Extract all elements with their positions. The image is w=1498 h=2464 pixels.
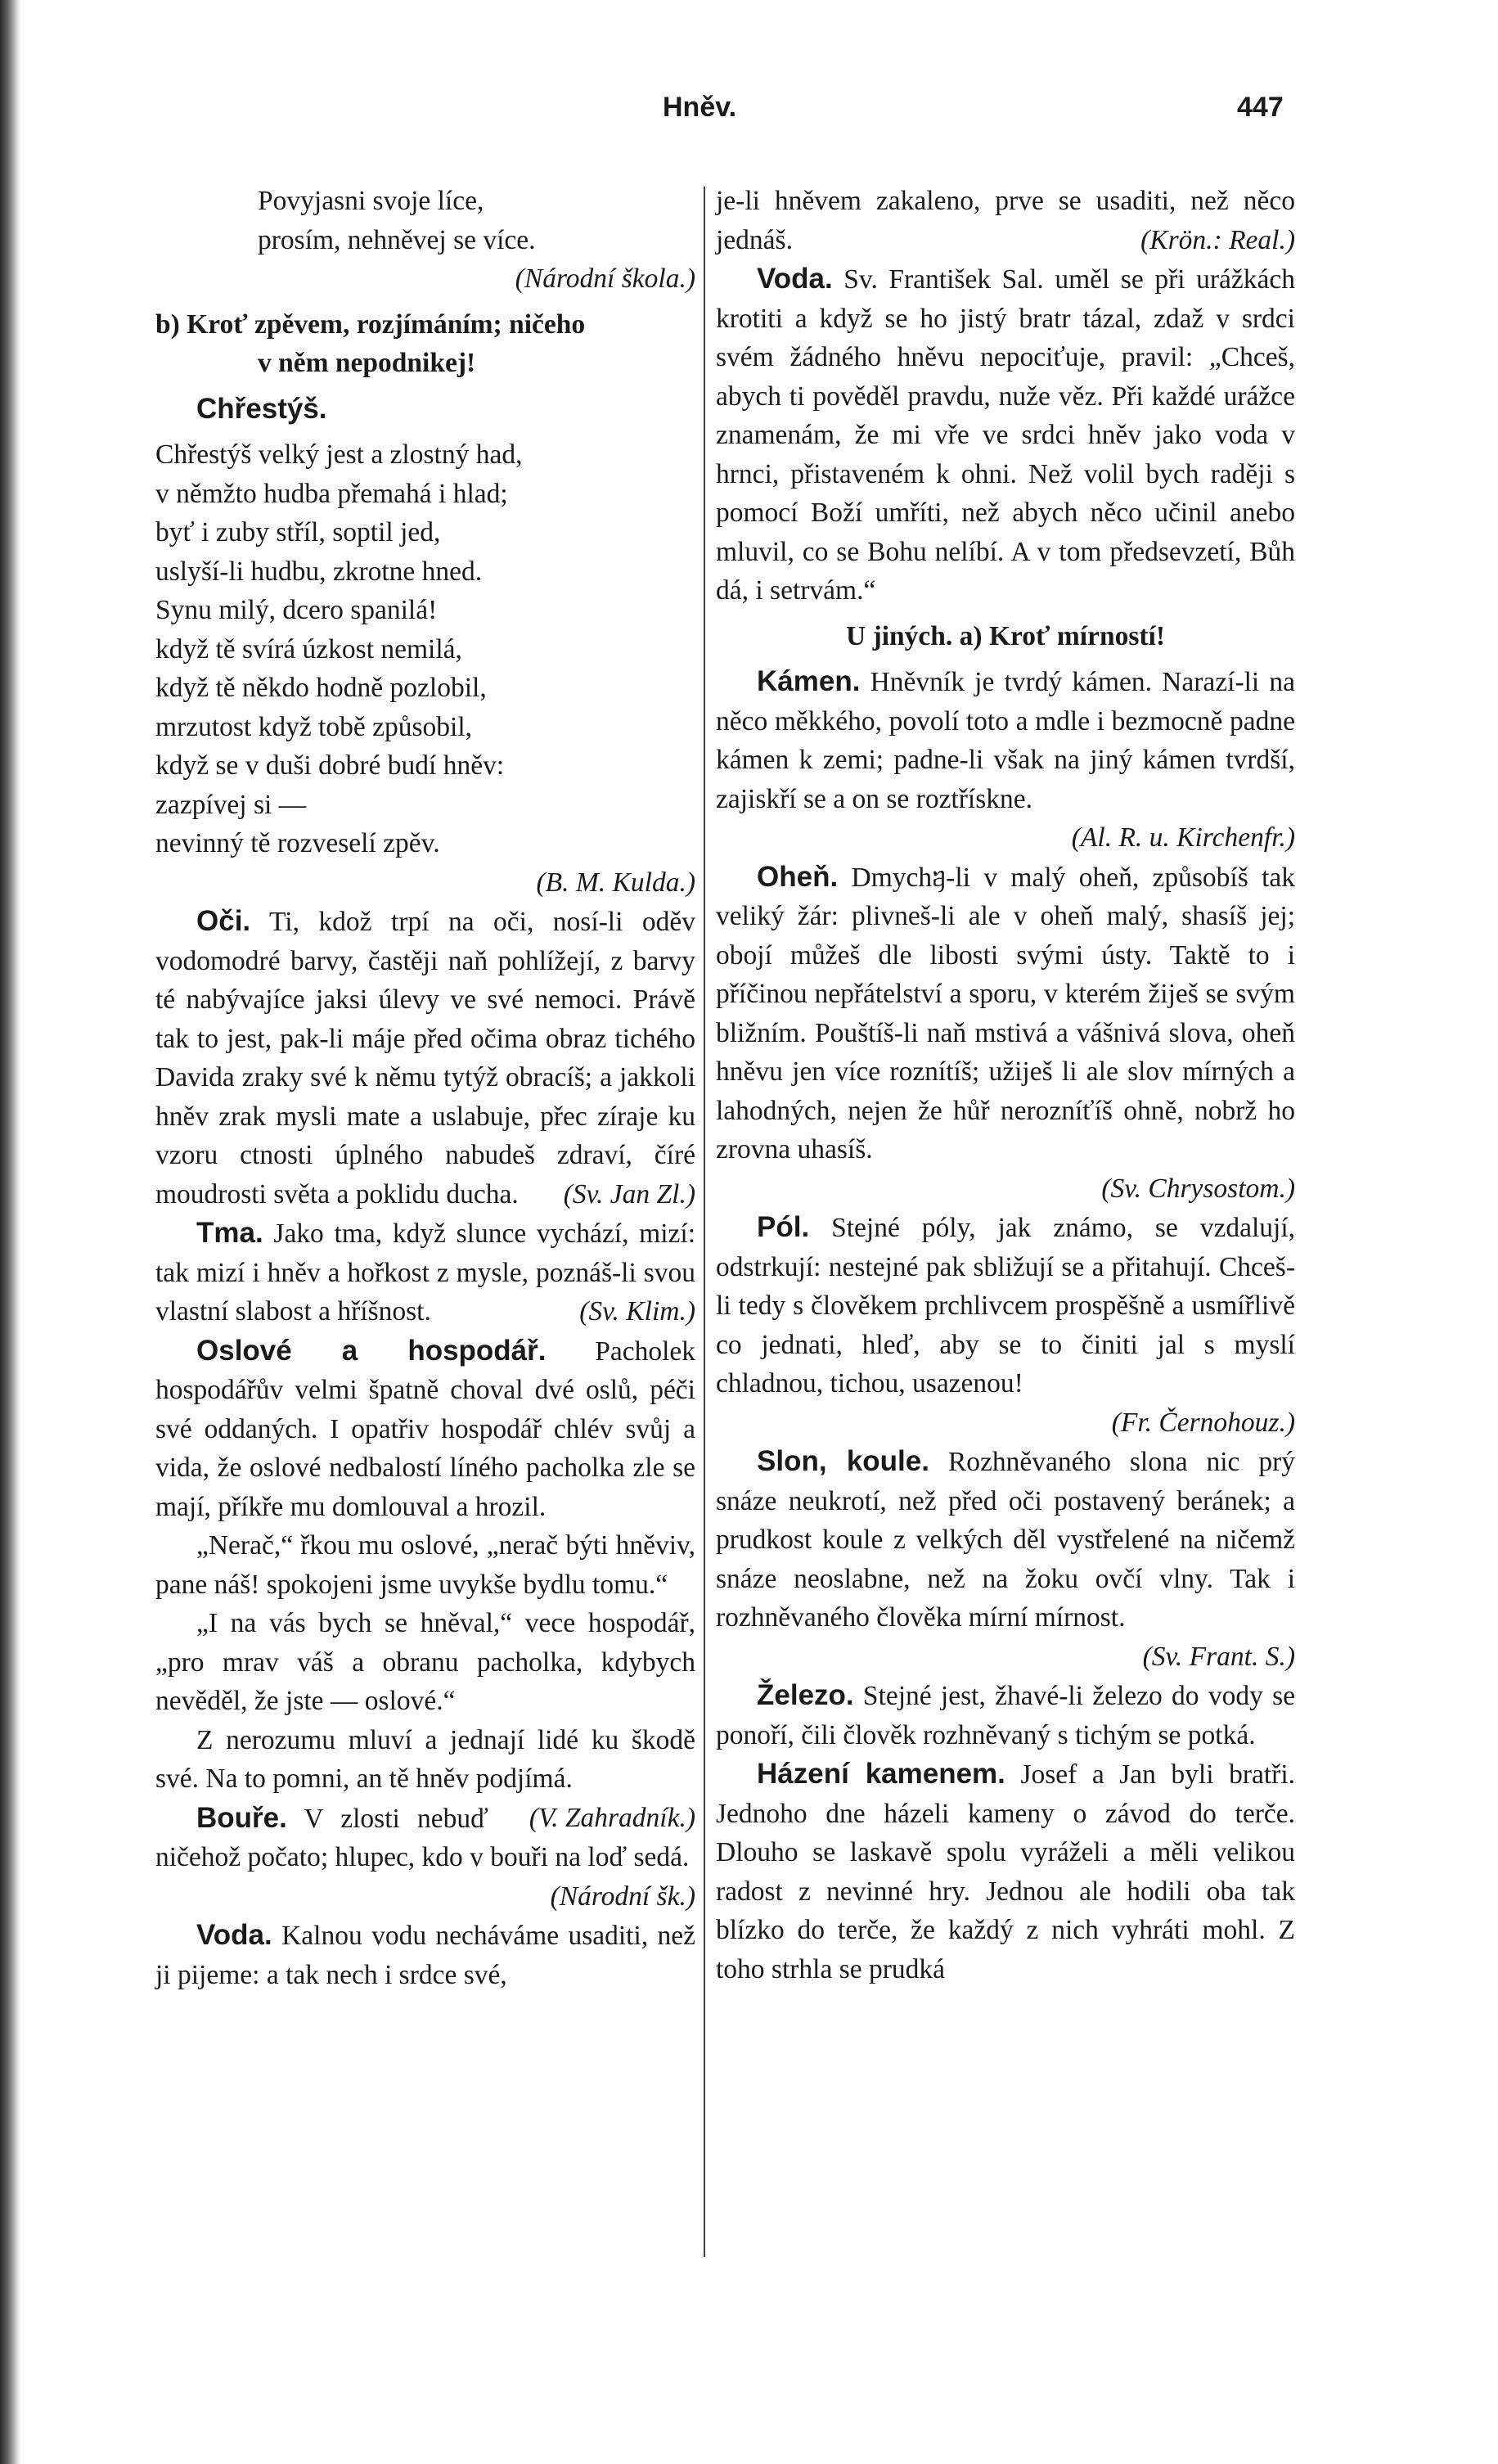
entry-heading: Chřestýš.	[196, 392, 327, 425]
entry-heading: Slon, koule.	[757, 1445, 929, 1477]
poem-line: uslyší-li hudbu, zkrotne hned.	[155, 556, 483, 587]
entry-heading: Železo.	[757, 1679, 854, 1711]
entry-text: Dmychᥠ-li v malý oheň, způsobíš tak veliký žár: plivneš-li ale v oheň malý, shasíš jej; obojí můžeš dle libosti svými ústy. Taktě to i příčinou nepřátelství a sporu, v kterém žiješ se svým bližním. Pouštíš-li naň mstivá a vášnivá slova, oheň hněvu jen více roznítíš; užiješ li ale slov mírných a lahodných, nejen že hůř nerozníťíš ohně, nobrž ho zrovna uhasíš.	[716, 862, 1296, 1164]
poem-line: Chřestýš velký jest a zlostný had,	[155, 439, 523, 470]
entry-heading: Oheň.	[757, 860, 839, 893]
citation: (V. Zahradník.)	[529, 1802, 695, 1833]
entry-slon	[716, 1442, 1295, 1637]
citation: (Fr. Černohouz.)	[1111, 1407, 1295, 1438]
paragraph: „I na vás bych se hněval,“ vece hospodář, „pro mrav váš a obranu pacholka, kdybych nevěděl, že jste — oslové.“	[155, 1608, 695, 1716]
running-head: Hněv.	[663, 92, 737, 123]
entry-heading: Oči.	[196, 905, 251, 937]
entry-heading: Voda.	[196, 1919, 272, 1951]
entry-heading: Bouře.	[196, 1801, 287, 1834]
entry-text: Kalnou vodu necháváme usaditi, než ji pijeme: a tak nech i srdce své,	[155, 1921, 696, 1990]
entry-text: Jako tma, když slunce vychází, mizí: tak mizí i hněv a hořkost z mysle, poznáš-li svou vlastní slabost a hříšnost.	[155, 1218, 695, 1327]
entry-text: je-li hněvem zakaleno, prve se usaditi, než něco jednáš.	[716, 186, 1295, 255]
entry-text: Josef a Jan byli bratři. Jednoho dne házeli kameny o závod do terče. Dlouho se laskavě spolu vyráželi a měli velikou radost z nevinné hry. Jednou ale hodili oba tak blízko do terče, že každý z nich vyhráti mohl. Z toho strhla se prudká	[716, 1759, 1295, 1984]
entry-oci	[155, 902, 695, 1214]
entry-text: Z nerozumu mluví a jednají lidé ku škodě své. Na to pomni, an tě hněv podjímá.	[155, 1724, 695, 1794]
entry-heading: Kámen.	[757, 665, 861, 697]
entry-text: Ti, kdož trpí na oči, nosí-li oděv vodomodré barvy, častěji naň pohlížejí, z barvy té nabývajíce jaksi úlevy ve své nemoci. Právě tak to jest, pak-li máje před očima obraz tichého Davida zraky své k němu tytýž obracíš; a jakkoli hněv zrak mysli mate a uslabuje, přec zíraje ku vzoru ctnosti úplného nabudeš zdraví, číré moudrosti světa a poklidu ducha.	[155, 907, 695, 1209]
entry-text: Sv. František Sal. uměl se při urážkách krotiti a když se ho jistý bratr tázal, zdaž v srdci svém žádného hněvu nepociťuje, pravil: „Chceš, abych ti pověděl pravdu, nuže věz. Při každé urážce znamenám, že mi vře ve srdci hněv jako voda v hrnci, přistaveném k ohni. Než volil bych raději s pomocí Boží umříti, než abych něco učinil anebo mluvil, co se Bohu nelíbí. A v tom předsevzetí, Bůh dá, i setrvám.“	[716, 264, 1295, 606]
poem-1	[155, 182, 695, 259]
poem-2	[155, 435, 695, 863]
poem-line: mrzutost když tobě způsobil,	[155, 711, 473, 742]
left-column	[155, 182, 695, 1994]
continued-text	[716, 182, 1295, 259]
entry-tma	[155, 1214, 695, 1331]
entry-text: V zlosti nebuď ničehož počato; hlupec, kdo v bouři na loď sedá.	[155, 1803, 690, 1872]
citation: (Sv. Frant. S.)	[1142, 1641, 1295, 1672]
entry-text: Rozhněvaného slona nic prý snáze neukrotí, než před oči postavený beránek; a prudkost koule z velkých děl vystřelené na ničemž snáze neoslabne, než na žoku ovčí vlny. Tak i rozhněvaného člověka mírní mírnost.	[716, 1447, 1296, 1633]
citation: (Krön.: Real.)	[1140, 224, 1295, 255]
entry-text: Stejné póly, jak známo, se vzdalují, odstrkují: nestejné pak sbližují se a přitahují. Chceš-li tedy s člověkem prchlivcem prospěšně a usmířlivě co jednati, hleď, aby se to činiti jal s myslí chladnou, tichou, usazenou!	[716, 1213, 1295, 1399]
citation: (Národní šk.)	[550, 1881, 695, 1912]
entry-voda-right	[716, 259, 1295, 610]
poem-line: v němžto hudba přemahá i hlad;	[155, 478, 508, 509]
entry-heading: Tma.	[196, 1217, 263, 1249]
entry-zelezo	[716, 1676, 1295, 1755]
section-heading-line: b) Kroť zpěvem, rozjímáním; ničeho	[155, 309, 586, 340]
entry-voda-left	[155, 1916, 695, 1994]
citation: (B. M. Kulda.)	[536, 867, 695, 898]
entry-kamen	[716, 662, 1295, 818]
citation: (Al. R. u. Kirchenfr.)	[1071, 822, 1295, 853]
paragraph: „Nerač,“ řkou mu oslové, „nerač býti hněviv, pane náš! spokojeni jsme uvykše bydlu tomu.“	[155, 1530, 695, 1600]
page-number: 447	[1237, 92, 1284, 123]
entry-heading: Házení kamenem.	[757, 1758, 1005, 1790]
entry-heading: Voda.	[757, 263, 833, 295]
citation: (Sv. Klim.)	[579, 1296, 695, 1327]
right-column	[716, 182, 1295, 1989]
entry-heading: Pól.	[757, 1211, 810, 1243]
citation: (Sv. Jan Zl.)	[563, 1178, 695, 1209]
poem-line: zazpívej si —	[155, 789, 307, 820]
section-heading-u-jinych: U jiných. a) Kroť mírností!	[846, 620, 1165, 651]
section-heading-b	[155, 305, 695, 383]
entry-hazeni	[716, 1755, 1295, 1989]
poem-line: nevinný tě rozveselí zpěv.	[155, 828, 440, 858]
book-spine-shadow	[0, 0, 21, 2464]
entry-text: Hněvník je tvrdý kámen. Narazí-li na něco měkkého, povolí toto a mdle i bezmocně padne kámen k zemi; padne-li však na jiný kámen tvrdší, zajiskří se a on se roztřískne.	[716, 667, 1295, 814]
entry-ohen	[716, 858, 1295, 1169]
entry-oslove	[155, 1331, 695, 1527]
entry-heading: Oslové a hospodář.	[196, 1334, 547, 1367]
citation: (Sv. Chrysostom.)	[1101, 1173, 1295, 1204]
chrestys-heading	[155, 390, 695, 430]
entry-text: Pacholek hospodářův velmi špatně choval dvé oslů, péči své oddaných. I opatřiv hospodář chlév svůj a vida, že oslové nedbalostí líného pacholka zle se mají, příkře mu domlouval a hrozil.	[155, 1336, 696, 1522]
poem-line: Synu milý, dcero spanilá!	[155, 595, 438, 625]
poem-line: Povyjasni svoje líce,	[258, 186, 484, 216]
poem-line: když se v duši dobré budí hněv:	[155, 750, 505, 781]
poem-line: prosím, nehněvej se více.	[258, 224, 536, 255]
section-heading-line: v něm nepodnikej!	[258, 348, 476, 378]
entry-text: Stejné jest, žhavé-li železo do vody se ponoří, čili člověk rozhněvaný s tichým se potká.	[716, 1681, 1296, 1750]
entry-pol	[716, 1208, 1295, 1403]
poem-line: když tě svírá úzkost nemilá,	[155, 633, 462, 664]
citation: (Národní škola.)	[515, 264, 695, 294]
poem-line: když tě někdo hodně pozlobil,	[155, 673, 487, 703]
poem-line: byť i zuby stříl, soptil jed,	[155, 517, 441, 547]
column-divider	[704, 187, 705, 2257]
